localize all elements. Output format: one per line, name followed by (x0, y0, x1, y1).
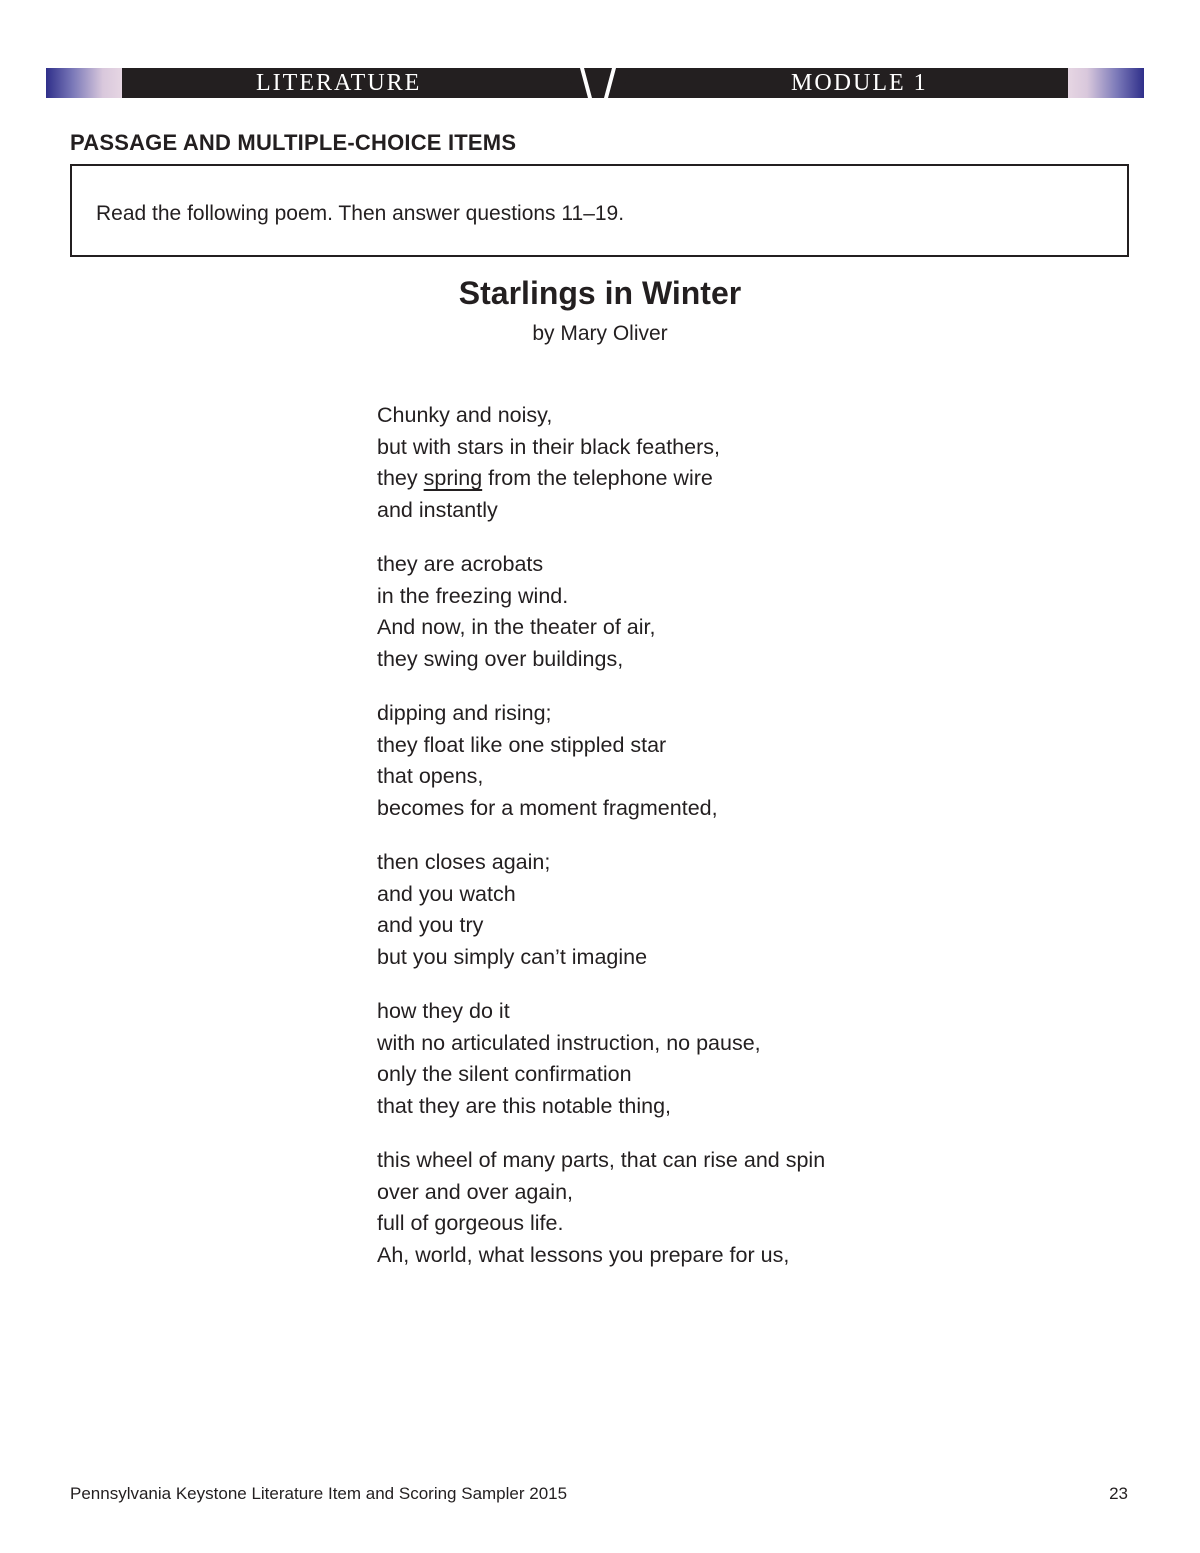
poem-line: but with stars in their black feathers, (377, 434, 720, 459)
poem-line-segment: they (377, 466, 424, 490)
poem-line (377, 463, 997, 495)
header-bar (46, 68, 1144, 98)
instruction-box (70, 164, 1129, 257)
poem-line: that they are this notable thing, (377, 1093, 672, 1118)
poem-line: they swing over buildings, (377, 646, 624, 671)
poem-line: they are acrobats (377, 552, 544, 576)
poem-line: dipping and rising; (377, 701, 552, 725)
page-number: 23 (1109, 1484, 1128, 1503)
poem-stanza (377, 698, 997, 824)
poem-line: and instantly (377, 497, 498, 522)
poem-line: how they do it (377, 999, 510, 1023)
poem-line: Ah, world, what lessons you prepare for us, (377, 1242, 790, 1267)
poem-line: and you try (377, 913, 484, 937)
poem-line: full of gorgeous life. (377, 1211, 564, 1235)
section-title: PASSAGE AND MULTIPLE-CHOICE ITEMS (70, 130, 517, 155)
header-module-label: MODULE 1 (791, 70, 928, 96)
poem-line: and you watch (377, 881, 516, 906)
poem-line: over and over again, (377, 1179, 574, 1204)
header-subject-label: LITERATURE (256, 70, 422, 96)
underlined-word: spring (423, 466, 483, 490)
poem-stanza (377, 996, 997, 1122)
poem-author: by Mary Oliver (532, 322, 668, 345)
poem-line-segment: from the telephone wire (482, 466, 713, 490)
header-gradient-right (1068, 68, 1144, 98)
header-gradient-left (46, 68, 122, 98)
poem-body (377, 400, 997, 1294)
poem-line: this wheel of many parts, that can rise and spin (377, 1148, 826, 1172)
poem-stanza (377, 847, 997, 973)
poem-title: Starlings in Winter (458, 275, 742, 311)
poem-line: with no articulated instruction, no pause, (377, 1030, 761, 1055)
poem-line: then closes again; (377, 850, 551, 874)
footer-source: Pennsylvania Keystone Literature Item and Scoring Sampler 2015 (70, 1484, 568, 1503)
poem-line: Chunky and noisy, (377, 403, 553, 427)
header-notch-icon (558, 60, 638, 100)
poem-line: that opens, (377, 764, 484, 788)
poem-line: And now, in the theater of air, (377, 615, 656, 639)
poem-line: only the silent confirmation (377, 1062, 632, 1086)
poem-stanza (377, 400, 997, 526)
poem-line: but you simply can’t imagine (377, 944, 648, 969)
poem-stanza (377, 549, 997, 675)
instruction-text: Read the following poem. Then answer questions 11–19. (96, 202, 625, 225)
poem-line: they float like one stippled star (377, 732, 667, 757)
poem-line: becomes for a moment fragmented, (377, 795, 718, 820)
poem-line: in the freezing wind. (377, 583, 569, 608)
poem-stanza (377, 1145, 997, 1271)
